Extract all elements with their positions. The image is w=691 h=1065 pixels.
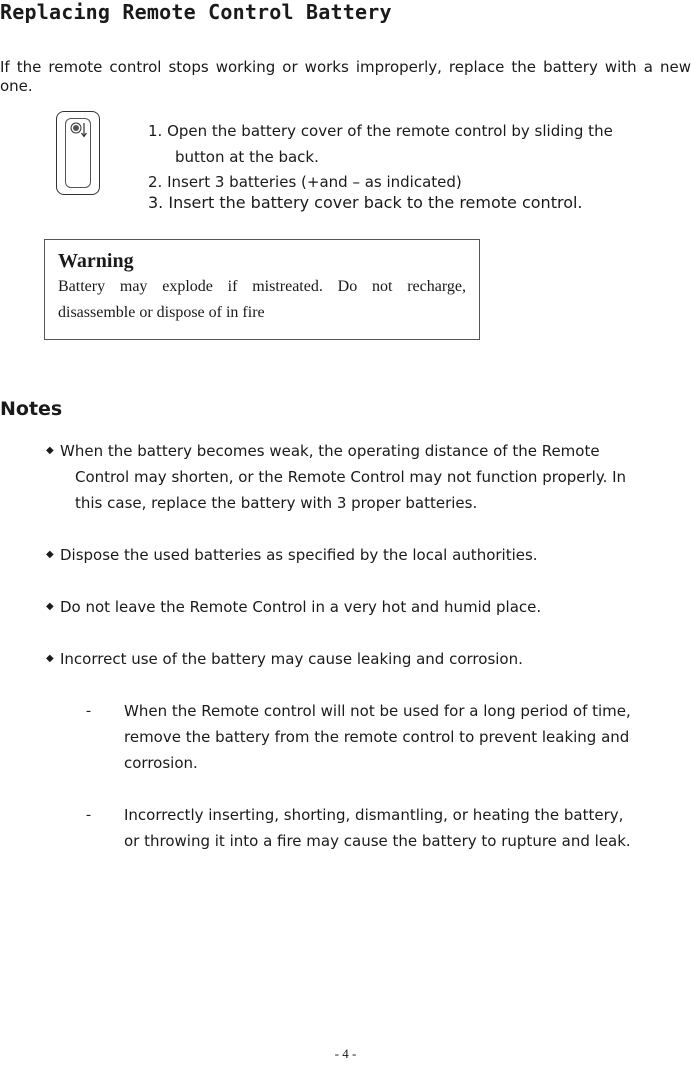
warning-line-2: disassemble or dispose of in fire [58, 304, 265, 321]
warning-title: Warning [58, 250, 134, 272]
dash-marker: - [86, 703, 91, 719]
note-4: Incorrect use of the battery may cause leaking and corrosion. [60, 650, 523, 668]
sub-note-2-line-2: or throwing it into a fire may cause the battery to rupture and leak. [124, 832, 631, 850]
warning-line-1: Battery may explode if mistreated. Do not recharge, [58, 278, 466, 295]
dash-marker: - [86, 807, 91, 823]
sub-note-1-line-2: remove the battery from the remote control to prevent leaking and [124, 728, 630, 746]
diamond-bullet-icon: ◆ [46, 601, 54, 612]
notes-list [44, 438, 684, 880]
diamond-bullet-icon: ◆ [46, 653, 54, 664]
sub-note-2-line-1: Incorrectly inserting, shorting, dismantling, or heating the battery, [124, 806, 624, 824]
warning-box [44, 239, 480, 340]
sub-note-item [44, 802, 684, 854]
sub-note-item [44, 698, 684, 776]
note-1-line-3: this case, replace the battery with 3 proper batteries. [75, 494, 478, 512]
note-item [44, 438, 684, 516]
step-2: 2. Insert 3 batteries (+and – as indicated) [148, 173, 462, 191]
note-item [44, 594, 684, 620]
remote-back-illustration [56, 111, 100, 195]
step-1-continued: button at the back. [175, 148, 319, 166]
note-item [44, 542, 684, 568]
step-3: 3. Insert the battery cover back to the remote control. [148, 193, 583, 212]
note-3: Do not leave the Remote Control in a very hot and humid place. [60, 598, 542, 616]
note-1-line-1: When the battery becomes weak, the operating distance of the Remote [60, 442, 600, 460]
note-1-line-2: Control may shorten, or the Remote Control may not function properly. In [75, 468, 627, 486]
sub-note-1-line-3: corrosion. [124, 754, 198, 772]
page-number: - 4 - [334, 1046, 357, 1061]
step-1: 1. Open the battery cover of the remote control by sliding the [148, 122, 613, 140]
diamond-bullet-icon: ◆ [46, 549, 54, 560]
note-item [44, 646, 684, 672]
steps-list [148, 118, 688, 214]
diamond-bullet-icon: ◆ [46, 445, 54, 456]
slide-button-icon [70, 122, 90, 146]
notes-heading: Notes [0, 398, 63, 420]
intro-paragraph: If the remote control stops working or works improperly, replace the battery with a new one. [0, 58, 691, 95]
page-title: Replacing Remote Control Battery [0, 0, 392, 24]
sub-note-1-line-1: When the Remote control will not be used for a long period of time, [124, 702, 631, 720]
note-2: Dispose the used batteries as specified by the local authorities. [60, 546, 538, 564]
